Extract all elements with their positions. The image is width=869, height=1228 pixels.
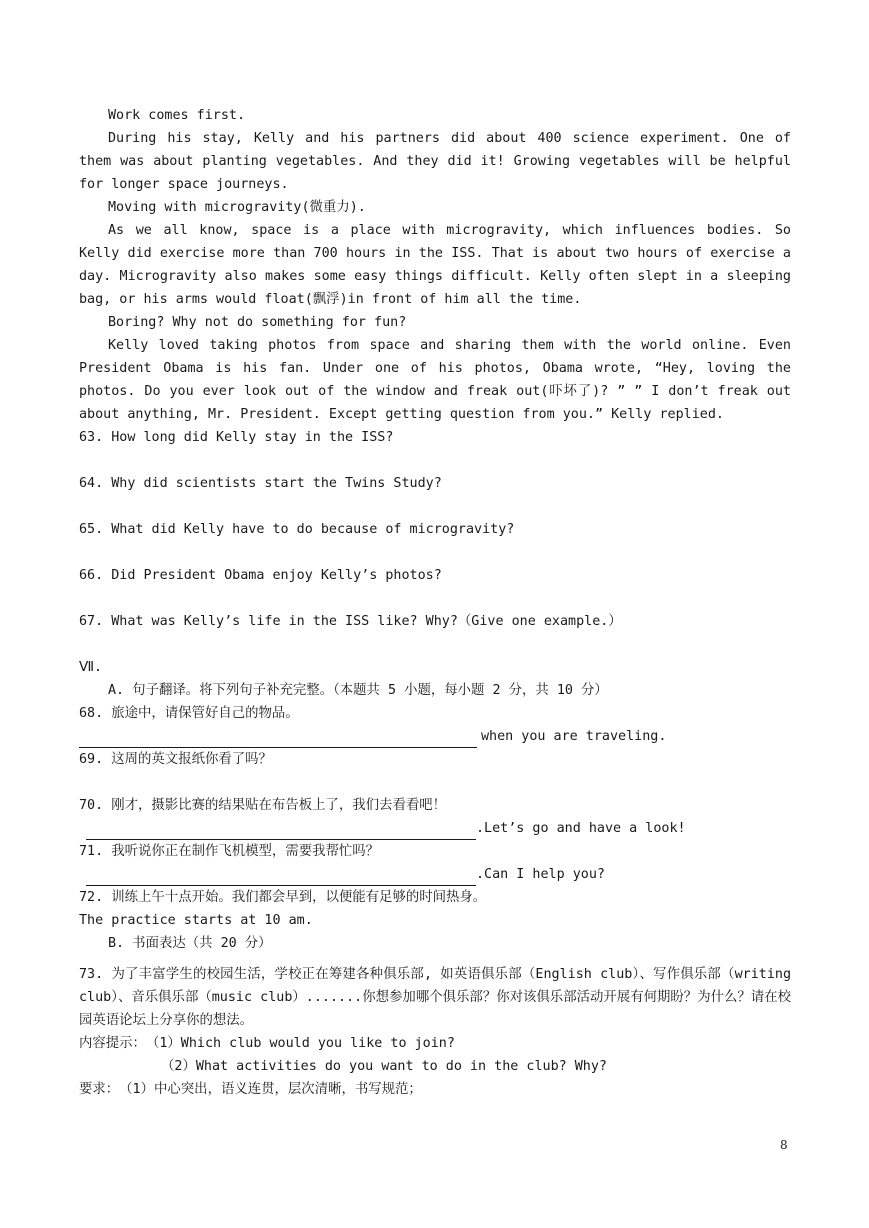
question-65: 65. What did Kelly have to do because of microgravity? bbox=[79, 522, 515, 537]
content-hints-label: 内容提示： bbox=[79, 1036, 146, 1051]
question-71: 71. 我听说你正在制作飞机模型，需要我帮忙吗？ bbox=[79, 844, 380, 859]
question-67: 67. What was Kelly’s life in the ISS like? Why?（Give one example.） bbox=[79, 614, 622, 629]
answer-line-70 bbox=[79, 817, 791, 840]
answer-tail-72: The practice starts at 10 am. bbox=[79, 913, 313, 928]
question-66: 66. Did President Obama enjoy Kelly’s photos? bbox=[79, 568, 442, 583]
content-hint-2: （2）What activities do you want to do in the club? Why? bbox=[161, 1059, 607, 1074]
question-70: 70. 刚才，摄影比赛的结果贴在布告板上了，我们去看看吧！ bbox=[79, 798, 447, 813]
answer-blank-71[interactable] bbox=[86, 868, 476, 886]
part-b-heading: B. 书面表达（共 20 分） bbox=[108, 936, 272, 951]
part-a-heading: A. 句子翻译。将下列句子补充完整。（本题共 5 小题，每小题 2 分，共 10 分） bbox=[108, 683, 608, 698]
question-73: 73. 为了丰富学生的校园生活，学校正在筹建各种俱乐部, 如英语俱乐部（English club）、写作俱乐部（writing club）、音乐俱乐部（music club）.......你想参加哪个俱乐部？你对该俱乐部活动开展有何期盼？为什么？请在校园英语论坛上分享你的想法。 bbox=[79, 967, 791, 1028]
requirements bbox=[79, 1078, 791, 1101]
answer-tail-68: when you are traveling. bbox=[481, 729, 667, 744]
answer-line-71 bbox=[79, 863, 791, 886]
requirements-label: 要求： bbox=[79, 1082, 120, 1097]
answer-tail-71: .Can I help you? bbox=[476, 867, 605, 882]
passage-paragraph-photos: Kelly loved taking photos from space and sharing them with the world online. Even President Obama is his fan. Under one of his photos, Obama wrote, “Hey, loving the photos. Do you ever look out of the window and freak out(吓坏了)? ” ” I don’t freak out about anything, Mr. President. Except getting question from you.” Kelly replied. bbox=[79, 338, 791, 422]
answer-blank-70[interactable] bbox=[86, 822, 476, 840]
question-64: 64. Why did scientists start the Twins Study? bbox=[79, 476, 442, 491]
answer-tail-70: .Let’s go and have a look! bbox=[476, 821, 686, 836]
passage-heading-microgravity: Moving with microgravity(微重力). bbox=[108, 200, 366, 215]
answer-line-68 bbox=[79, 725, 791, 748]
passage-paragraph-experiments: During his stay, Kelly and his partners did about 400 science experiment. One of them was about planting vegetables. And they did it! Growing vegetables will be helpful for longer space journeys. bbox=[79, 131, 791, 192]
exam-page-content bbox=[79, 104, 791, 1101]
page-number: 8 bbox=[780, 1138, 788, 1152]
content-hints bbox=[79, 1032, 791, 1055]
question-69: 69. 这周的英文报纸你看了吗？ bbox=[79, 752, 272, 767]
question-72: 72. 训练上午十点开始。我们都会早到，以便能有足够的时间热身。 bbox=[79, 890, 487, 905]
passage-heading-fun: Boring? Why not do something for fun? bbox=[108, 315, 407, 330]
content-hint-1: （1）Which club would you like to join? bbox=[145, 1036, 455, 1051]
answer-blank-68[interactable] bbox=[79, 730, 477, 748]
requirement-1: （1）中心突出，语义连贯，层次清晰，书写规范； bbox=[119, 1082, 422, 1097]
passage-paragraph-exercise: As we all know, space is a place with microgravity, which influences bodies. So Kelly did exercise more than 700 hours in the ISS. That is about two hours of exercise a day. Microgravity also makes some easy things difficult. Kelly often slept in a sleeping bag, or his arms would float(飘浮)in front of him all the time. bbox=[79, 223, 791, 307]
section-7-heading: Ⅶ. bbox=[79, 660, 103, 675]
passage-heading-work: Work comes first. bbox=[108, 108, 246, 123]
question-68: 68. 旅途中，请保管好自己的物品。 bbox=[79, 706, 299, 721]
question-63: 63. How long did Kelly stay in the ISS? bbox=[79, 430, 394, 445]
